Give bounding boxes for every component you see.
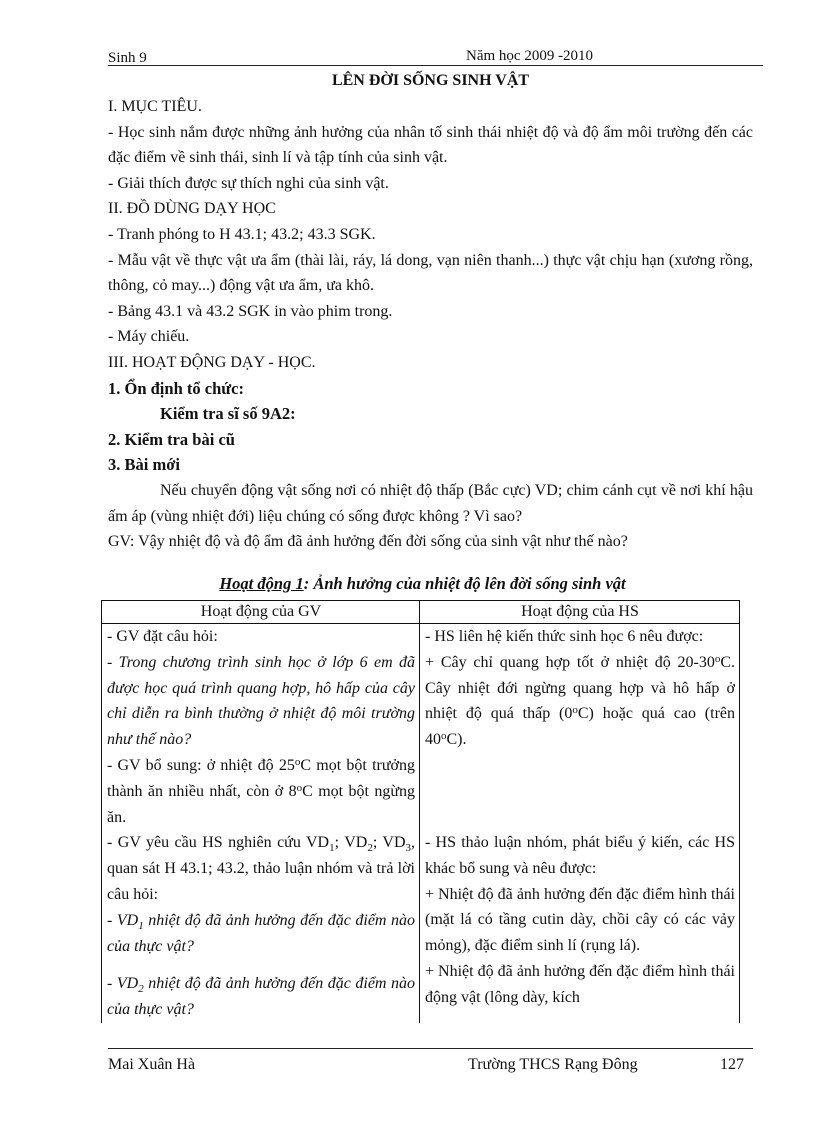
table-header-row xyxy=(102,601,740,624)
material-item: - Máy chiếu. xyxy=(108,328,190,346)
hs-answer-4: + Nhiệt độ đã ảnh hưởng đến đặc điểm hình thái (mặt lá có tầng cutin dày, chồi cây có các vảy mỏng), đặc điểm sinh lí (rụng lá). xyxy=(425,885,735,955)
step-1-subheading: Kiểm tra sĩ số 9A2: xyxy=(160,404,296,424)
footer-school: Trường THCS Rạng Đông xyxy=(468,1056,638,1073)
gv-vd1-question: - $VD_1$ nhiệt độ đã ảnh hưởng đến đặc điểm nào của thực vật? xyxy=(107,911,416,955)
activity-title-text: : Ảnh hưởng của nhiệt độ lên đời sống sinh vật xyxy=(303,574,626,593)
activity-title xyxy=(100,574,745,594)
lesson-title: LÊN ĐỜI SỐNG SINH VẬT xyxy=(331,72,530,89)
materials-heading: II. ĐỒ DÙNG DẠY HỌC xyxy=(108,200,276,218)
table-row xyxy=(102,624,740,1023)
header-rule xyxy=(108,65,763,66)
material-item: - Mẫu vật về thực vật ưa ẩm (thài lài, ráy, lá dong, vạn niên thanh...) thực vật chịu hạn (xương rồng, thông, cỏ may...) động vật ưa ẩm, ưa khô. xyxy=(108,251,753,295)
material-item: - Tranh phóng to H 43.1; 43.2; 43.3 SGK. xyxy=(108,225,376,243)
activity-label: Hoạt động 1 xyxy=(219,574,304,593)
intro-paragraph: Nếu chuyển động vật sống nơi có nhiệt độ thấp (Bắc cực) VD; chim cánh cụt về nơi khí hậu ấm áp (vùng nhiệt đới) liệu chúng có sống được không ? Vì sao? xyxy=(108,481,753,525)
step-3-heading: 3. Bài mới xyxy=(108,455,180,475)
hs-answer-5: + Nhiệt độ đã ảnh hưởng đến đặc điểm hình thái động vật (lông dày, kích xyxy=(425,962,735,1006)
spacer xyxy=(107,959,415,971)
hs-answer-2: + Cây chỉ quang hợp tốt ở nhiệt độ 20-30$^o$C. Cây nhiệt đới ngừng quang hợp và hô hấp ở nhiệt độ quá thấp (0$^o$C) hoặc quá cao (trên 40$^o$C). xyxy=(425,652,735,749)
header-subject: Sinh 9 xyxy=(108,50,147,66)
gv-cell xyxy=(102,624,420,1023)
activities-heading: III. HOẠT ĐỘNG DẠY - HỌC. xyxy=(108,353,316,371)
gv-question-intro: - GV đặt câu hỏi: xyxy=(107,628,218,645)
hs-cell xyxy=(420,624,740,1023)
activity-table xyxy=(101,600,740,1023)
footer-rule xyxy=(108,1048,753,1049)
step-1-heading: 1. Ổn định tổ chức: xyxy=(108,378,244,398)
objective-item: - Giải thích được sự thích nghi của sinh vật. xyxy=(108,174,389,192)
objectives-heading: I. MỤC TIÊU. xyxy=(108,98,202,115)
gv-question-text: - Trong chương trình sinh học ở lớp 6 em đã được học quá trình quang hợp, hô hấp của cây chỉ diễn ra bình thường ở nhiệt độ môi trường như thế nào? xyxy=(107,653,415,749)
step-2-heading: 2. Kiểm tra bài cũ xyxy=(108,429,235,449)
spacer xyxy=(425,753,735,830)
page-number: 127 xyxy=(720,1056,744,1073)
gv-question: GV: Vậy nhiệt độ và độ ẩm đã ảnh hưởng đến đời sống của sinh vật như thế nào? xyxy=(108,533,628,551)
footer-author: Mai Xuân Hà xyxy=(108,1056,196,1073)
hs-answer-3: - HS thảo luận nhóm, phát biểu ý kiến, các HS khác bổ sung và nêu được: xyxy=(425,833,735,877)
objective-item: - Học sinh nắm được những ảnh hưởng của nhân tố sinh thái nhiệt độ và độ ẩm môi trường đến các đặc điểm về sinh thái, sinh lí và tập tính của sinh vật. xyxy=(108,123,753,167)
page-header xyxy=(108,50,763,68)
gv-vd2-question: - $VD_2$ nhiệt độ đã ảnh hưởng đến đặc điểm nào của thực vật? xyxy=(107,975,416,1019)
gv-request: - GV yêu cầu HS nghiên cứu $VD_1$; $VD_2$; $VD_3$, quan sát H 43.1; 43.2, thảo luận nhóm và trả lời câu hỏi: xyxy=(107,834,416,903)
col-header-gv: Hoạt động của GV xyxy=(102,601,420,624)
lesson-body xyxy=(108,94,753,555)
gv-supplement: - GV bổ sung: ở nhiệt độ 25$^o$C mọt bột trưởng thành ăn nhiều nhất, còn ở 8$^o$C mọt bột ngừng ăn. xyxy=(107,755,415,826)
col-header-hs: Hoạt động của HS xyxy=(420,601,740,624)
page-footer xyxy=(108,1048,753,1074)
material-item: - Bảng 43.1 và 43.2 SGK in vào phim trong. xyxy=(108,302,393,320)
header-school-year: Năm học 2009 -2010 xyxy=(466,48,594,64)
hs-answer-1: - HS liên hệ kiến thức sinh học 6 nêu được: xyxy=(425,628,704,645)
